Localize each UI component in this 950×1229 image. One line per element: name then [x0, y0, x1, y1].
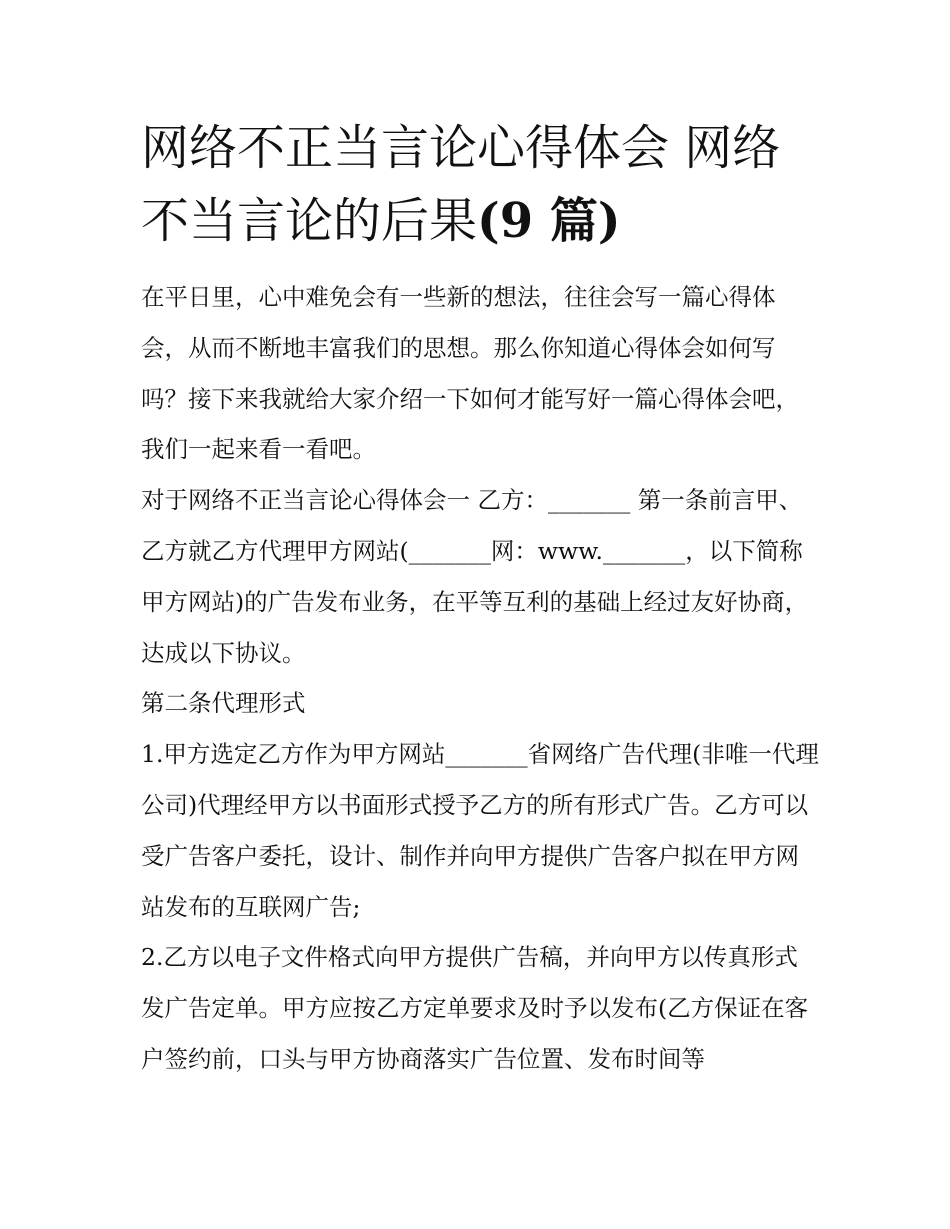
agreement-preamble-paragraph: 对于网络不正当言论心得体会一 乙方：_______ 第一条前言甲、乙方就乙方代理甲方网站(_______网：www._______，以下简称甲方网站)的广告发布业务，在平等互利的基础上经过友好协商，达成以下协议。	[141, 486, 809, 667]
title-main: 网络不正当言论心得体会 网络不当言论的后果	[141, 120, 781, 249]
document-page	[141, 112, 821, 1085]
intro-paragraph: 在平日里，心中难免会有一些新的想法，往往会写一篇心得体会，从而不断地丰富我们的思想。那么你知道心得体会如何写吗？接下来我就给大家介绍一下如何才能写好一篇心得体会吧，我们一起来看一看吧。	[141, 283, 799, 464]
document-title	[141, 112, 821, 258]
clause-2-paragraph: 2.乙方以电子文件格式向甲方提供广告稿，并向甲方以传真形式发广告定单。甲方应按乙方定单要求及时予以发布(乙方保证在客户签约前，口头与甲方协商落实广告位置、发布时间等	[141, 943, 809, 1073]
clause-1-paragraph: 1.甲方选定乙方作为甲方网站_______省网络广告代理(非唯一代理公司)代理经甲方以书面形式授予乙方的所有形式广告。乙方可以受广告客户委托，设计、制作并向甲方提供广告客户拟在甲方网站发布的互联网广告;	[141, 740, 819, 921]
section-heading-agency-form: 第二条代理形式	[141, 689, 306, 718]
title-suffix: (9 篇)	[477, 193, 621, 249]
